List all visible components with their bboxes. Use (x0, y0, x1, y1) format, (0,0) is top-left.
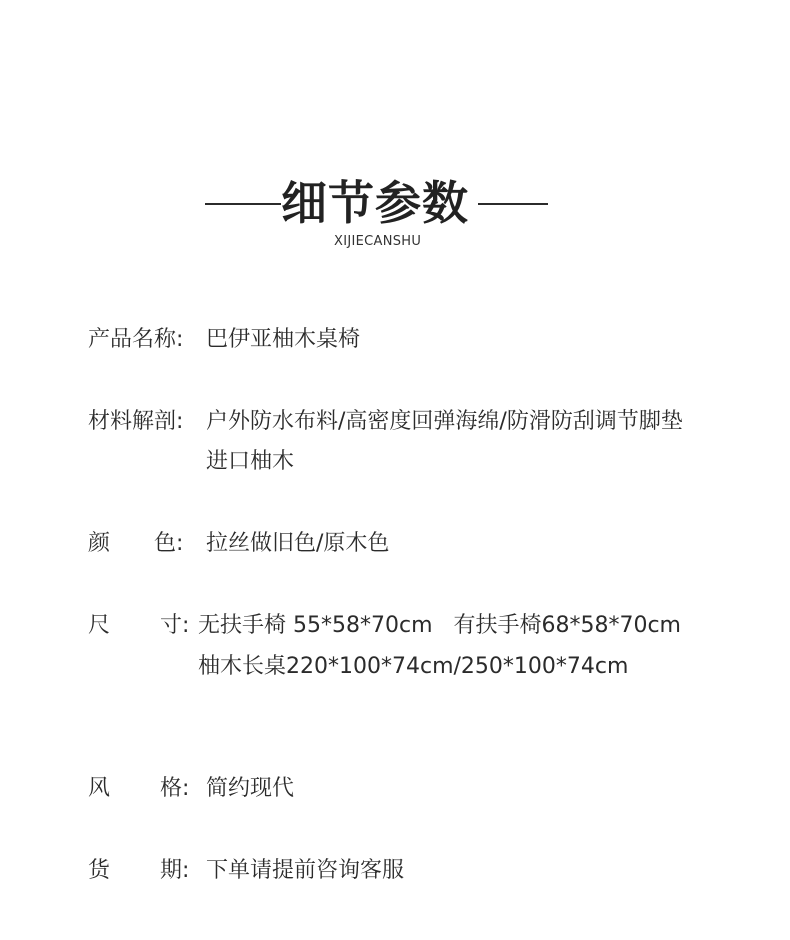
spec-label-size-char1: 尺 (88, 613, 111, 638)
spec-value-product-name: 巴伊亚柚木桌椅 (206, 327, 361, 352)
spec-label-product-name: 产品名称: (88, 327, 184, 352)
spec-value-delivery: 下单请提前咨询客服 (206, 858, 405, 883)
title-left-rule (205, 203, 281, 205)
spec-value-material-line1: 户外防水布料/高密度回弹海绵/防滑防刮调节脚垫 (206, 409, 683, 434)
title-right-rule (478, 203, 548, 205)
spec-value-size-line1: 无扶手椅 55*58*70cm 有扶手椅68*58*70cm (198, 613, 681, 638)
spec-value-material-line2: 进口柚木 (206, 449, 295, 474)
spec-label-style-char1: 风 (88, 776, 111, 801)
spec-label-delivery-char2: 期: (160, 858, 190, 883)
spec-label-color-char1: 颜 (88, 531, 111, 556)
spec-label-style-char2: 格: (160, 776, 190, 801)
spec-label-delivery-char1: 货 (88, 858, 111, 883)
section-title: 细节参数 (281, 176, 469, 230)
spec-value-style: 简约现代 (206, 776, 295, 801)
spec-value-color: 拉丝做旧色/原木色 (206, 531, 390, 556)
spec-value-size-line2: 柚木长桌220*100*74cm/250*100*74cm (198, 654, 629, 679)
spec-label-color-char2: 色: (154, 531, 184, 556)
section-header (0, 170, 790, 260)
spec-label-size-char2: 寸: (160, 613, 190, 638)
section-subtitle: XIJIECANSHU (334, 234, 422, 249)
spec-label-material: 材料解剖: (88, 409, 184, 434)
